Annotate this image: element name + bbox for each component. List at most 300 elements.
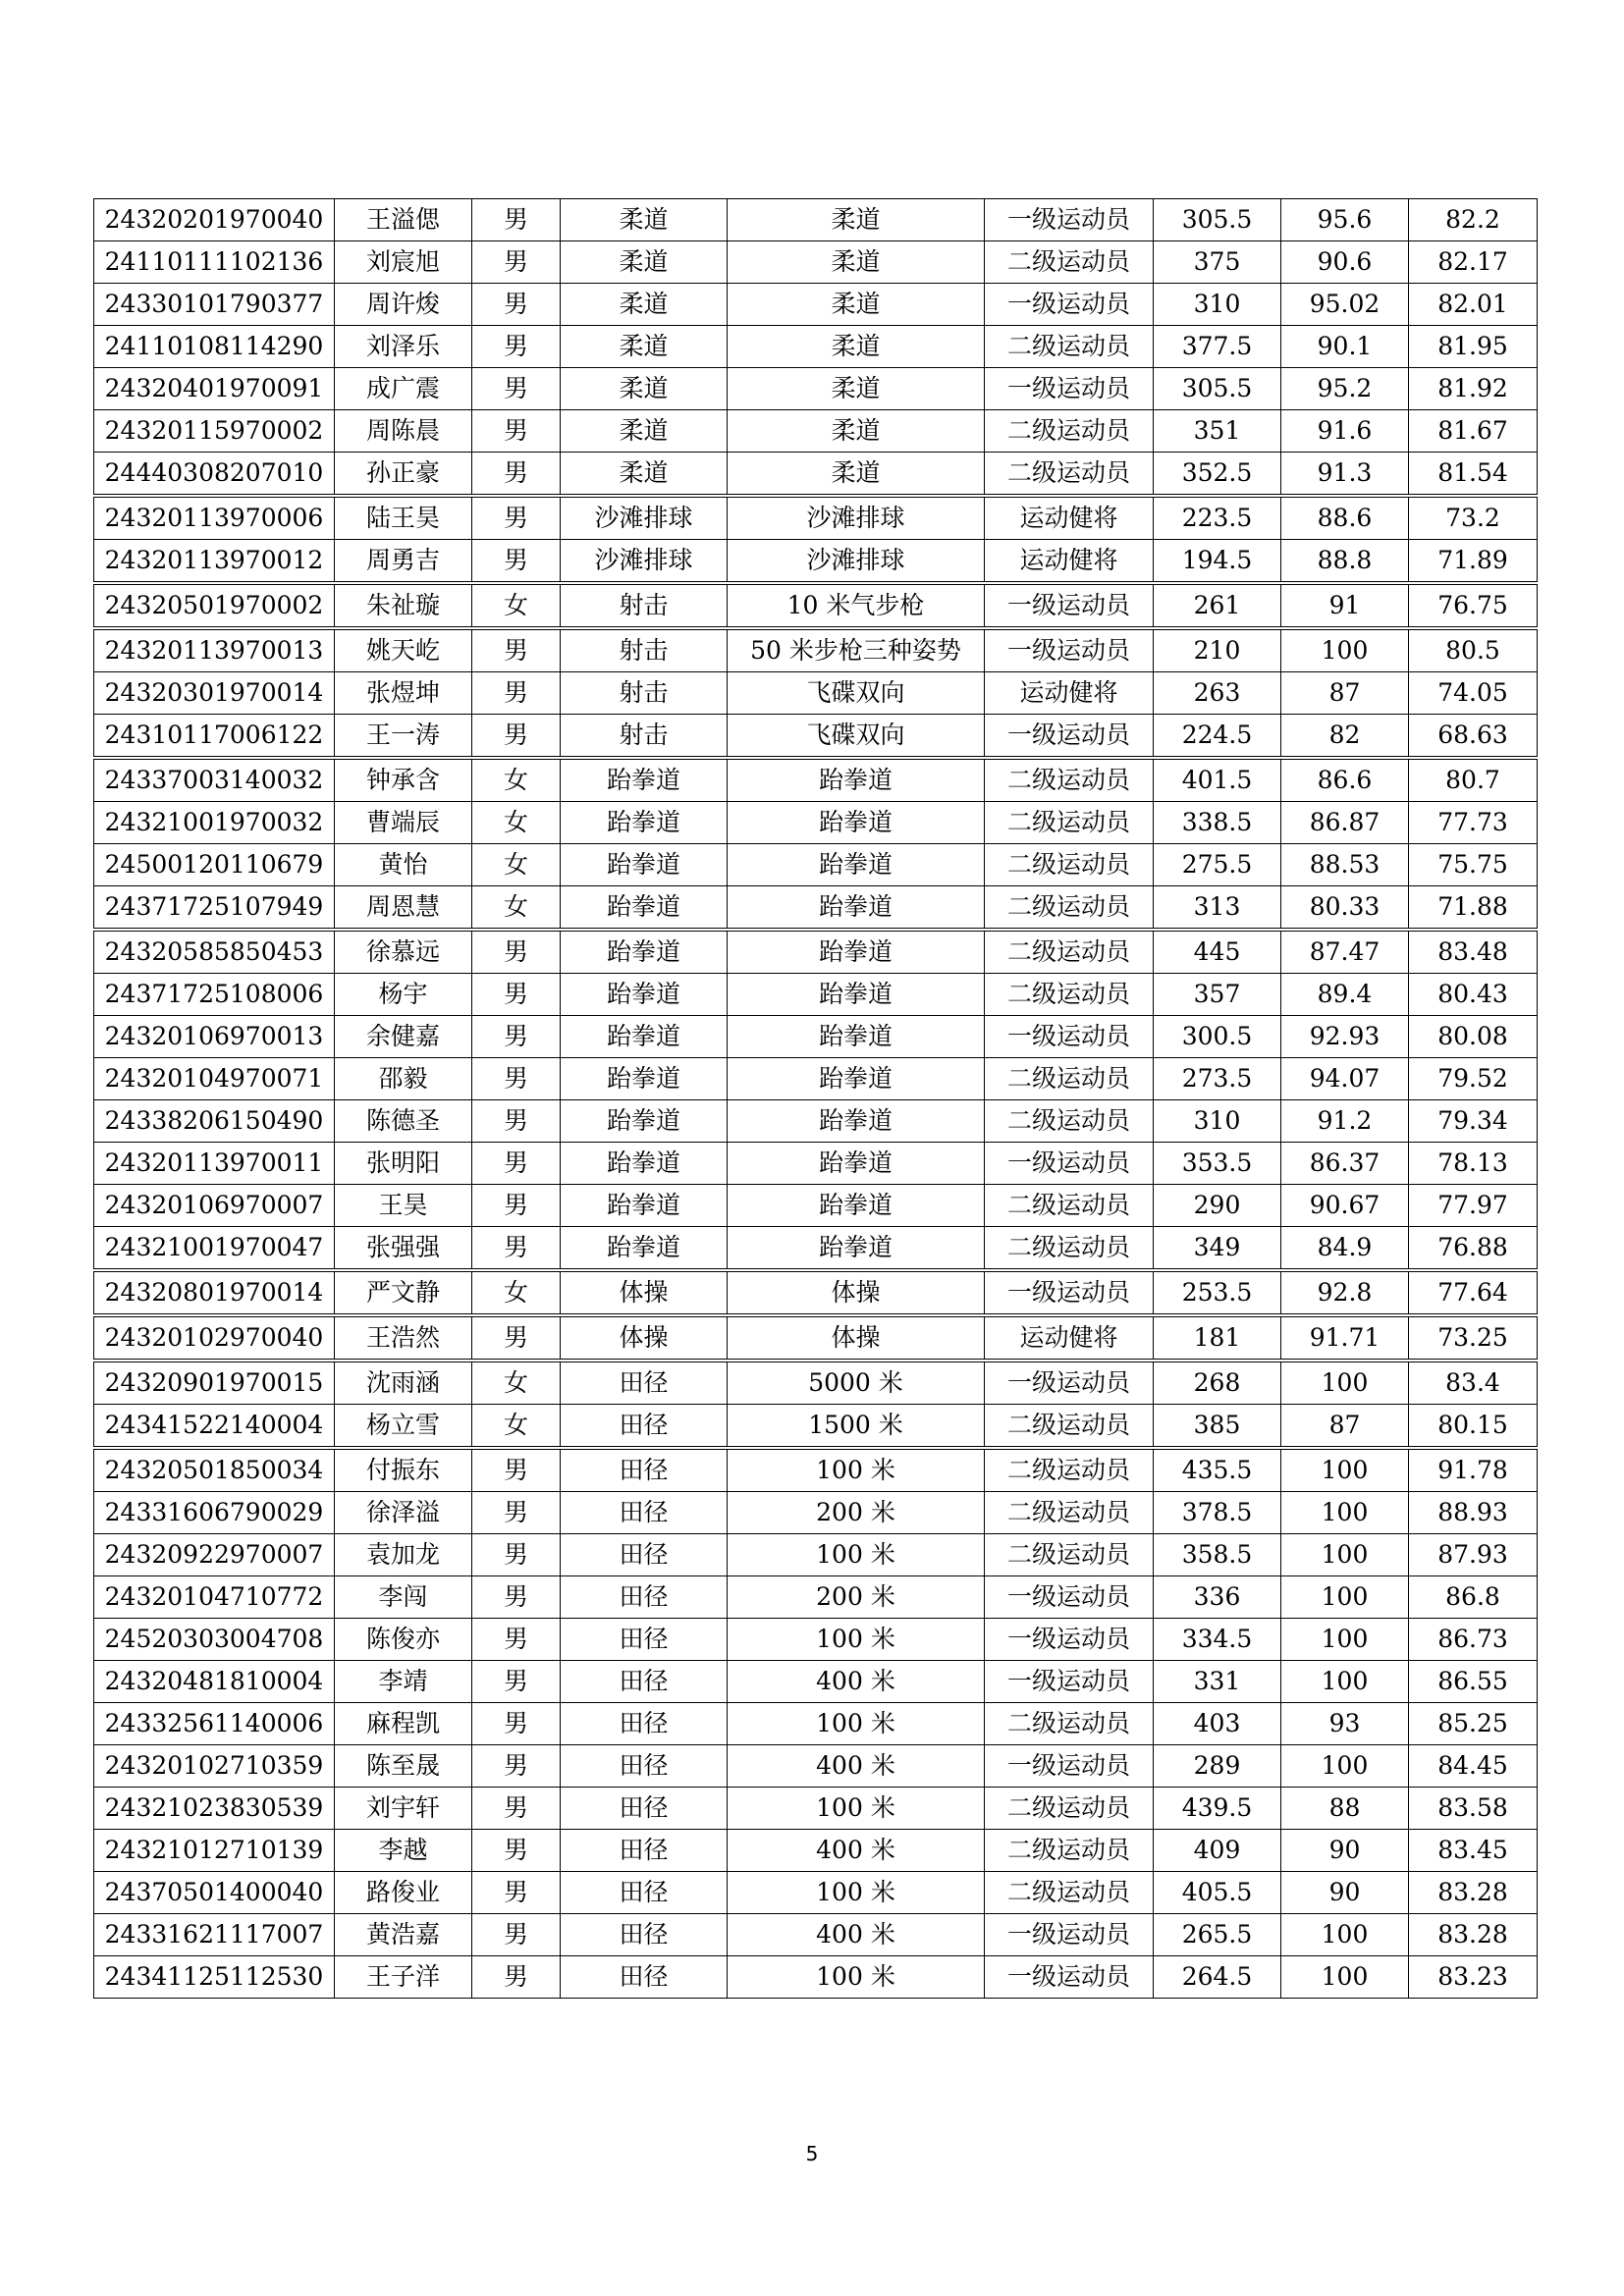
- candidate-id-cell: 24321001970032: [94, 802, 335, 844]
- candidate-id-cell: 24320115970002: [94, 410, 335, 453]
- table-row: [94, 496, 1538, 540]
- total-score-cell: 87.93: [1409, 1534, 1538, 1576]
- score-cell: 289: [1154, 1745, 1281, 1788]
- table-row: [94, 715, 1538, 759]
- sport-cell: 田径: [561, 1534, 728, 1576]
- score-cell: 403: [1154, 1703, 1281, 1745]
- gender-cell: 男: [472, 1100, 561, 1143]
- gender-cell: 男: [472, 1227, 561, 1271]
- results-table: [93, 198, 1538, 1999]
- total-score-cell: 76.88: [1409, 1227, 1538, 1271]
- event-cell: 飞碟双向: [728, 672, 985, 715]
- total-score-cell: 80.7: [1409, 758, 1538, 802]
- candidate-id-cell: 24371725108006: [94, 974, 335, 1016]
- table-row: [94, 326, 1538, 368]
- total-score-cell: 83.28: [1409, 1872, 1538, 1914]
- level-cell: 二级运动员: [985, 1872, 1154, 1914]
- event-cell: 跆拳道: [728, 1100, 985, 1143]
- total-score-cell: 82.17: [1409, 241, 1538, 284]
- gender-cell: 男: [472, 284, 561, 326]
- sport-cell: 跆拳道: [561, 1227, 728, 1271]
- gender-cell: 女: [472, 583, 561, 628]
- candidate-id-cell: 24320922970007: [94, 1534, 335, 1576]
- candidate-id-cell: 24321023830539: [94, 1788, 335, 1830]
- gender-cell: 男: [472, 540, 561, 584]
- test-score-cell: 82: [1281, 715, 1409, 759]
- total-score-cell: 83.23: [1409, 1956, 1538, 1999]
- candidate-id-cell: 24320104710772: [94, 1576, 335, 1619]
- level-cell: 一级运动员: [985, 284, 1154, 326]
- test-score-cell: 100: [1281, 1576, 1409, 1619]
- table-row: [94, 1661, 1538, 1703]
- name-cell: 刘泽乐: [335, 326, 472, 368]
- gender-cell: 男: [472, 1914, 561, 1956]
- table-row: [94, 583, 1538, 628]
- sport-cell: 跆拳道: [561, 844, 728, 886]
- total-score-cell: 79.52: [1409, 1058, 1538, 1100]
- event-cell: 跆拳道: [728, 758, 985, 802]
- gender-cell: 男: [472, 496, 561, 540]
- test-score-cell: 86.37: [1281, 1143, 1409, 1185]
- total-score-cell: 82.2: [1409, 199, 1538, 241]
- candidate-id-cell: 24320102710359: [94, 1745, 335, 1788]
- event-cell: 沙滩排球: [728, 496, 985, 540]
- table-row: [94, 1058, 1538, 1100]
- candidate-id-cell: 24320585850453: [94, 930, 335, 974]
- table-row: [94, 1745, 1538, 1788]
- name-cell: 王溢偲: [335, 199, 472, 241]
- event-cell: 跆拳道: [728, 886, 985, 931]
- name-cell: 钟承含: [335, 758, 472, 802]
- table-row: [94, 368, 1538, 410]
- total-score-cell: 80.5: [1409, 628, 1538, 672]
- sport-cell: 田径: [561, 1703, 728, 1745]
- test-score-cell: 91.71: [1281, 1315, 1409, 1361]
- sport-cell: 体操: [561, 1315, 728, 1361]
- score-cell: 210: [1154, 628, 1281, 672]
- test-score-cell: 84.9: [1281, 1227, 1409, 1271]
- sport-cell: 射击: [561, 583, 728, 628]
- event-cell: 跆拳道: [728, 844, 985, 886]
- level-cell: 二级运动员: [985, 758, 1154, 802]
- name-cell: 刘宇轩: [335, 1788, 472, 1830]
- level-cell: 运动健将: [985, 1315, 1154, 1361]
- name-cell: 张强强: [335, 1227, 472, 1271]
- test-score-cell: 100: [1281, 1619, 1409, 1661]
- gender-cell: 男: [472, 628, 561, 672]
- sport-cell: 柔道: [561, 199, 728, 241]
- total-score-cell: 86.55: [1409, 1661, 1538, 1703]
- event-cell: 柔道: [728, 453, 985, 497]
- sport-cell: 田径: [561, 1361, 728, 1405]
- score-cell: 194.5: [1154, 540, 1281, 584]
- gender-cell: 男: [472, 1448, 561, 1492]
- candidate-id-cell: 24520303004708: [94, 1619, 335, 1661]
- candidate-id-cell: 24370501400040: [94, 1872, 335, 1914]
- event-cell: 200 米: [728, 1492, 985, 1534]
- sport-cell: 跆拳道: [561, 886, 728, 931]
- gender-cell: 男: [472, 1185, 561, 1227]
- test-score-cell: 88: [1281, 1788, 1409, 1830]
- name-cell: 周陈晨: [335, 410, 472, 453]
- table-row: [94, 1576, 1538, 1619]
- score-cell: 268: [1154, 1361, 1281, 1405]
- level-cell: 二级运动员: [985, 1058, 1154, 1100]
- test-score-cell: 90.6: [1281, 241, 1409, 284]
- test-score-cell: 100: [1281, 1956, 1409, 1999]
- total-score-cell: 77.64: [1409, 1270, 1538, 1315]
- level-cell: 一级运动员: [985, 628, 1154, 672]
- sport-cell: 射击: [561, 672, 728, 715]
- name-cell: 王昊: [335, 1185, 472, 1227]
- name-cell: 曹端辰: [335, 802, 472, 844]
- event-cell: 沙滩排球: [728, 540, 985, 584]
- total-score-cell: 75.75: [1409, 844, 1538, 886]
- test-score-cell: 89.4: [1281, 974, 1409, 1016]
- name-cell: 王一涛: [335, 715, 472, 759]
- name-cell: 袁加龙: [335, 1534, 472, 1576]
- test-score-cell: 95.2: [1281, 368, 1409, 410]
- table-row: [94, 802, 1538, 844]
- test-score-cell: 92.8: [1281, 1270, 1409, 1315]
- level-cell: 二级运动员: [985, 1448, 1154, 1492]
- candidate-id-cell: 24320201970040: [94, 199, 335, 241]
- sport-cell: 田径: [561, 1788, 728, 1830]
- gender-cell: 男: [472, 368, 561, 410]
- total-score-cell: 84.45: [1409, 1745, 1538, 1788]
- candidate-id-cell: 24310117006122: [94, 715, 335, 759]
- level-cell: 一级运动员: [985, 1270, 1154, 1315]
- sport-cell: 跆拳道: [561, 1100, 728, 1143]
- level-cell: 二级运动员: [985, 974, 1154, 1016]
- level-cell: 一级运动员: [985, 1745, 1154, 1788]
- total-score-cell: 83.48: [1409, 930, 1538, 974]
- total-score-cell: 86.73: [1409, 1619, 1538, 1661]
- sport-cell: 田径: [561, 1619, 728, 1661]
- gender-cell: 男: [472, 1058, 561, 1100]
- total-score-cell: 80.43: [1409, 974, 1538, 1016]
- score-cell: 273.5: [1154, 1058, 1281, 1100]
- gender-cell: 男: [472, 1016, 561, 1058]
- name-cell: 周恩慧: [335, 886, 472, 931]
- score-cell: 224.5: [1154, 715, 1281, 759]
- table-row: [94, 410, 1538, 453]
- gender-cell: 男: [472, 1315, 561, 1361]
- table-row: [94, 1956, 1538, 1999]
- level-cell: 一级运动员: [985, 199, 1154, 241]
- level-cell: 运动健将: [985, 496, 1154, 540]
- table-row: [94, 1143, 1538, 1185]
- gender-cell: 男: [472, 1619, 561, 1661]
- gender-cell: 男: [472, 1703, 561, 1745]
- test-score-cell: 93: [1281, 1703, 1409, 1745]
- table-row: [94, 453, 1538, 497]
- level-cell: 二级运动员: [985, 1492, 1154, 1534]
- gender-cell: 男: [472, 199, 561, 241]
- test-score-cell: 100: [1281, 1492, 1409, 1534]
- score-cell: 338.5: [1154, 802, 1281, 844]
- score-cell: 253.5: [1154, 1270, 1281, 1315]
- level-cell: 二级运动员: [985, 844, 1154, 886]
- test-score-cell: 91.6: [1281, 410, 1409, 453]
- test-score-cell: 87.47: [1281, 930, 1409, 974]
- test-score-cell: 94.07: [1281, 1058, 1409, 1100]
- total-score-cell: 79.34: [1409, 1100, 1538, 1143]
- score-cell: 261: [1154, 583, 1281, 628]
- level-cell: 一级运动员: [985, 1661, 1154, 1703]
- event-cell: 跆拳道: [728, 1185, 985, 1227]
- name-cell: 邵毅: [335, 1058, 472, 1100]
- sport-cell: 田径: [561, 1492, 728, 1534]
- score-cell: 265.5: [1154, 1914, 1281, 1956]
- score-cell: 313: [1154, 886, 1281, 931]
- candidate-id-cell: 24320102970040: [94, 1315, 335, 1361]
- event-cell: 跆拳道: [728, 974, 985, 1016]
- event-cell: 5000 米: [728, 1361, 985, 1405]
- test-score-cell: 91.2: [1281, 1100, 1409, 1143]
- score-cell: 305.5: [1154, 368, 1281, 410]
- sport-cell: 跆拳道: [561, 1185, 728, 1227]
- table-row: [94, 1492, 1538, 1534]
- table-row: [94, 1788, 1538, 1830]
- score-cell: 264.5: [1154, 1956, 1281, 1999]
- gender-cell: 男: [472, 241, 561, 284]
- candidate-id-cell: 24320113970012: [94, 540, 335, 584]
- level-cell: 一级运动员: [985, 1143, 1154, 1185]
- gender-cell: 男: [472, 453, 561, 497]
- level-cell: 二级运动员: [985, 886, 1154, 931]
- score-cell: 353.5: [1154, 1143, 1281, 1185]
- sport-cell: 柔道: [561, 368, 728, 410]
- gender-cell: 男: [472, 1143, 561, 1185]
- level-cell: 运动健将: [985, 672, 1154, 715]
- candidate-id-cell: 24341125112530: [94, 1956, 335, 1999]
- total-score-cell: 85.25: [1409, 1703, 1538, 1745]
- score-cell: 385: [1154, 1405, 1281, 1449]
- table-row: [94, 284, 1538, 326]
- name-cell: 成广震: [335, 368, 472, 410]
- name-cell: 陈德圣: [335, 1100, 472, 1143]
- level-cell: 二级运动员: [985, 326, 1154, 368]
- score-cell: 334.5: [1154, 1619, 1281, 1661]
- table-row: [94, 1448, 1538, 1492]
- gender-cell: 男: [472, 1745, 561, 1788]
- table-row: [94, 1185, 1538, 1227]
- score-cell: 331: [1154, 1661, 1281, 1703]
- total-score-cell: 88.93: [1409, 1492, 1538, 1534]
- test-score-cell: 90: [1281, 1830, 1409, 1872]
- event-cell: 跆拳道: [728, 1143, 985, 1185]
- test-score-cell: 88.8: [1281, 540, 1409, 584]
- event-cell: 100 米: [728, 1619, 985, 1661]
- sport-cell: 射击: [561, 628, 728, 672]
- gender-cell: 女: [472, 1361, 561, 1405]
- candidate-id-cell: 24332561140006: [94, 1703, 335, 1745]
- table-row: [94, 672, 1538, 715]
- table-row: [94, 1100, 1538, 1143]
- test-score-cell: 100: [1281, 1914, 1409, 1956]
- gender-cell: 男: [472, 715, 561, 759]
- total-score-cell: 81.54: [1409, 453, 1538, 497]
- table-row: [94, 1830, 1538, 1872]
- sport-cell: 体操: [561, 1270, 728, 1315]
- table-row: [94, 930, 1538, 974]
- sport-cell: 田径: [561, 1448, 728, 1492]
- total-score-cell: 78.13: [1409, 1143, 1538, 1185]
- test-score-cell: 86.6: [1281, 758, 1409, 802]
- score-cell: 275.5: [1154, 844, 1281, 886]
- level-cell: 一级运动员: [985, 1576, 1154, 1619]
- level-cell: 一级运动员: [985, 1619, 1154, 1661]
- score-cell: 290: [1154, 1185, 1281, 1227]
- level-cell: 二级运动员: [985, 930, 1154, 974]
- score-cell: 445: [1154, 930, 1281, 974]
- event-cell: 跆拳道: [728, 802, 985, 844]
- test-score-cell: 87: [1281, 1405, 1409, 1449]
- test-score-cell: 90: [1281, 1872, 1409, 1914]
- sport-cell: 田径: [561, 1914, 728, 1956]
- name-cell: 李越: [335, 1830, 472, 1872]
- candidate-id-cell: 24500120110679: [94, 844, 335, 886]
- sport-cell: 田径: [561, 1745, 728, 1788]
- score-cell: 409: [1154, 1830, 1281, 1872]
- total-score-cell: 71.88: [1409, 886, 1538, 931]
- total-score-cell: 77.73: [1409, 802, 1538, 844]
- name-cell: 沈雨涵: [335, 1361, 472, 1405]
- name-cell: 孙正豪: [335, 453, 472, 497]
- table-row: [94, 844, 1538, 886]
- gender-cell: 女: [472, 758, 561, 802]
- score-cell: 439.5: [1154, 1788, 1281, 1830]
- table-row: [94, 1016, 1538, 1058]
- total-score-cell: 76.75: [1409, 583, 1538, 628]
- table-row: [94, 1227, 1538, 1271]
- name-cell: 杨立雪: [335, 1405, 472, 1449]
- level-cell: 二级运动员: [985, 1788, 1154, 1830]
- table-row: [94, 1872, 1538, 1914]
- table-row: [94, 1534, 1538, 1576]
- gender-cell: 男: [472, 672, 561, 715]
- name-cell: 李靖: [335, 1661, 472, 1703]
- level-cell: 二级运动员: [985, 453, 1154, 497]
- name-cell: 黄浩嘉: [335, 1914, 472, 1956]
- table-row: [94, 1914, 1538, 1956]
- level-cell: 一级运动员: [985, 368, 1154, 410]
- level-cell: 二级运动员: [985, 1405, 1154, 1449]
- test-score-cell: 100: [1281, 1661, 1409, 1703]
- name-cell: 路俊业: [335, 1872, 472, 1914]
- sport-cell: 射击: [561, 715, 728, 759]
- sport-cell: 柔道: [561, 453, 728, 497]
- candidate-id-cell: 24371725107949: [94, 886, 335, 931]
- level-cell: 运动健将: [985, 540, 1154, 584]
- test-score-cell: 100: [1281, 1745, 1409, 1788]
- table-row: [94, 1361, 1538, 1405]
- candidate-id-cell: 24320106970007: [94, 1185, 335, 1227]
- level-cell: 二级运动员: [985, 1830, 1154, 1872]
- sport-cell: 田径: [561, 1872, 728, 1914]
- event-cell: 200 米: [728, 1576, 985, 1619]
- level-cell: 一级运动员: [985, 1956, 1154, 1999]
- table-row: [94, 199, 1538, 241]
- total-score-cell: 80.08: [1409, 1016, 1538, 1058]
- candidate-id-cell: 24320481810004: [94, 1661, 335, 1703]
- total-score-cell: 82.01: [1409, 284, 1538, 326]
- candidate-id-cell: 24320104970071: [94, 1058, 335, 1100]
- candidate-id-cell: 24331606790029: [94, 1492, 335, 1534]
- event-cell: 体操: [728, 1315, 985, 1361]
- candidate-id-cell: 24110111102136: [94, 241, 335, 284]
- event-cell: 跆拳道: [728, 1016, 985, 1058]
- table-row: [94, 1315, 1538, 1361]
- name-cell: 麻程凯: [335, 1703, 472, 1745]
- event-cell: 柔道: [728, 368, 985, 410]
- test-score-cell: 92.93: [1281, 1016, 1409, 1058]
- gender-cell: 女: [472, 1270, 561, 1315]
- sport-cell: 跆拳道: [561, 1058, 728, 1100]
- event-cell: 柔道: [728, 326, 985, 368]
- gender-cell: 男: [472, 410, 561, 453]
- gender-cell: 男: [472, 1788, 561, 1830]
- test-score-cell: 100: [1281, 1448, 1409, 1492]
- name-cell: 李闯: [335, 1576, 472, 1619]
- total-score-cell: 71.89: [1409, 540, 1538, 584]
- level-cell: 一级运动员: [985, 583, 1154, 628]
- sport-cell: 田径: [561, 1576, 728, 1619]
- candidate-id-cell: 24320106970013: [94, 1016, 335, 1058]
- event-cell: 10 米气步枪: [728, 583, 985, 628]
- gender-cell: 男: [472, 326, 561, 368]
- table-row: [94, 1405, 1538, 1449]
- sport-cell: 跆拳道: [561, 758, 728, 802]
- event-cell: 跆拳道: [728, 1227, 985, 1271]
- table-row: [94, 1703, 1538, 1745]
- gender-cell: 男: [472, 974, 561, 1016]
- total-score-cell: 73.25: [1409, 1315, 1538, 1361]
- score-cell: 378.5: [1154, 1492, 1281, 1534]
- test-score-cell: 87: [1281, 672, 1409, 715]
- score-cell: 351: [1154, 410, 1281, 453]
- table-row: [94, 241, 1538, 284]
- name-cell: 陆王昊: [335, 496, 472, 540]
- event-cell: 1500 米: [728, 1405, 985, 1449]
- total-score-cell: 81.92: [1409, 368, 1538, 410]
- event-cell: 飞碟双向: [728, 715, 985, 759]
- level-cell: 二级运动员: [985, 241, 1154, 284]
- event-cell: 柔道: [728, 199, 985, 241]
- event-cell: 400 米: [728, 1914, 985, 1956]
- candidate-id-cell: 24337003140032: [94, 758, 335, 802]
- event-cell: 跆拳道: [728, 930, 985, 974]
- gender-cell: 女: [472, 886, 561, 931]
- total-score-cell: 81.95: [1409, 326, 1538, 368]
- name-cell: 徐慕远: [335, 930, 472, 974]
- score-cell: 352.5: [1154, 453, 1281, 497]
- event-cell: 100 米: [728, 1872, 985, 1914]
- sport-cell: 跆拳道: [561, 930, 728, 974]
- gender-cell: 女: [472, 1405, 561, 1449]
- level-cell: 二级运动员: [985, 1227, 1154, 1271]
- level-cell: 二级运动员: [985, 410, 1154, 453]
- name-cell: 朱祉璇: [335, 583, 472, 628]
- sport-cell: 沙滩排球: [561, 496, 728, 540]
- score-cell: 375: [1154, 241, 1281, 284]
- sport-cell: 跆拳道: [561, 1143, 728, 1185]
- sport-cell: 柔道: [561, 326, 728, 368]
- candidate-id-cell: 24320901970015: [94, 1361, 335, 1405]
- page-number: 5: [805, 2142, 819, 2165]
- sport-cell: 田径: [561, 1661, 728, 1703]
